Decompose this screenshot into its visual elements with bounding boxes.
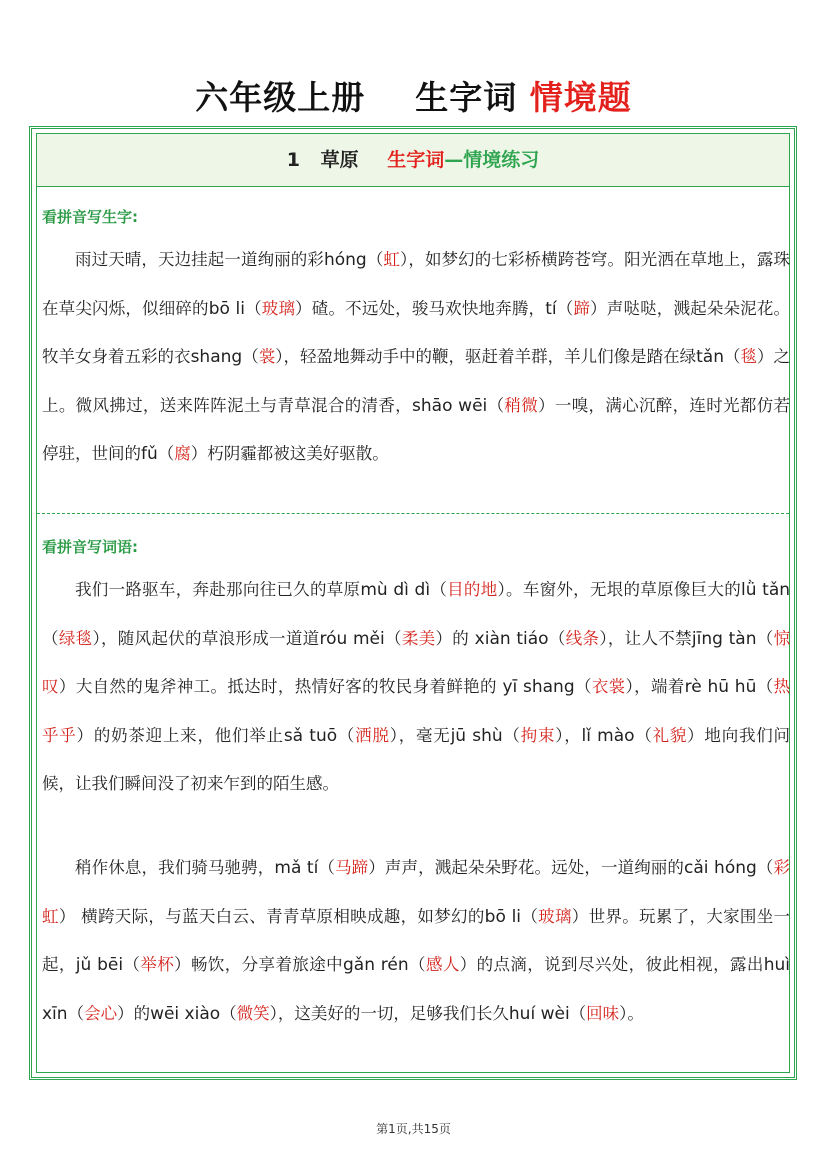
answer-text: 马蹄 [335, 858, 369, 877]
pinyin-prompt: fǔ [141, 444, 158, 464]
answer-text: 虹 [383, 250, 401, 269]
passage-text: （ [366, 250, 384, 269]
answer-text: 热乎乎 [42, 677, 791, 745]
passage-text: （ [548, 628, 566, 648]
passage-text: ）地向我们问候，让我们瞬间没了初来乍到的陌生感。 [42, 725, 791, 793]
title-words: 生字词 [415, 78, 518, 117]
section2-label: 看拼音写词语: [42, 538, 138, 556]
pinyin-prompt: tí [545, 298, 557, 319]
passage-text: ），端着 [625, 677, 685, 696]
answer-text: 绿毯 [58, 628, 93, 648]
passage-text: ）。 [619, 1003, 644, 1023]
passage-text: （ [502, 725, 521, 745]
passage-text: （ [634, 725, 653, 745]
passage-text: （ [157, 444, 175, 463]
lesson-label-green: 情境练习 [463, 149, 540, 171]
passage-text: 稍作休息，我们骑马驰骋， [75, 858, 275, 877]
passage-text: ）世界。玩累了，大家围坐一起， [42, 906, 791, 974]
passage-text: ）碴。不远处，骏马欢快地奔腾， [295, 298, 546, 318]
lesson-label-red: 生字词 [387, 149, 445, 171]
passage-text: （ [318, 858, 336, 877]
lesson-dash: — [444, 149, 464, 171]
pinyin-prompt: yī shang [502, 677, 575, 697]
pinyin-prompt: shang [190, 347, 243, 367]
pinyin-prompt: sǎ tuō [283, 725, 338, 746]
passage-text: ） 横跨天际，与蓝天白云、青青草原相映成趣，如梦幻的 [58, 906, 485, 926]
pinyin-prompt: róu měi [319, 628, 385, 649]
pinyin-prompt: bō li [208, 298, 245, 319]
answer-text: 洒脱 [355, 725, 390, 745]
answer-text: 微笑 [236, 1003, 270, 1023]
passage-text: （ [244, 298, 262, 318]
answer-text: 目的地 [447, 580, 498, 599]
passage-text: （ [123, 955, 141, 974]
answer-text: 柔美 [401, 628, 436, 648]
passage-text: ）大自然的鬼斧神工。抵达时，热情好客的牧民身着鲜艳的 [58, 677, 503, 696]
lesson-name: 草原 [320, 149, 359, 171]
worksheet-frame [29, 126, 797, 1080]
pinyin-prompt: lǜ tǎn [741, 580, 791, 600]
passage-text: ），随风起伏的草浪形成一道道 [92, 628, 320, 648]
passage-text: ）之上。微风拂过，送来阵阵泥土与青草混合的清香， [42, 347, 791, 415]
pinyin-prompt: gǎn rén [343, 955, 409, 975]
passage-text: ），这美好的一切，足够我们长久 [269, 1003, 509, 1023]
answer-text: 衣裳 [591, 677, 626, 696]
passage-text: ）一嗅，满心沉醉，连时光都仿若停驻，世间的 [42, 395, 791, 463]
passage-text: ），如梦幻的七彩桥横跨苍穹。阳光洒在草地上，露珠在草尖闪烁，似细碎的 [42, 250, 791, 318]
pinyin-prompt: jǔ bēi [75, 955, 124, 975]
pinyin-prompt: hóng [323, 250, 367, 270]
passage-text: （ [574, 677, 592, 696]
passage-text: （ [220, 1003, 237, 1023]
answer-text: 稍微 [504, 395, 539, 415]
pinyin-prompt: shāo wēi [412, 395, 488, 416]
passage-text: （ [569, 1003, 587, 1023]
answer-text: 玻璃 [538, 906, 572, 926]
pinyin-prompt: huí wèi [508, 1003, 570, 1024]
title-context: 情境题 [529, 78, 632, 117]
passage-text: （ [408, 955, 426, 974]
passage-text: ）声声，溅起朵朵野花。远处，一道绚丽的 [368, 858, 685, 877]
answer-text: 裳 [258, 347, 276, 366]
passage-text: （ [756, 628, 774, 648]
answer-text: 感人 [425, 955, 460, 974]
passage-text: ），让人不禁 [599, 628, 692, 648]
section-divider [37, 513, 789, 514]
passage-text: 我们一路驱车，奔赴那向往已久的草原 [75, 580, 361, 599]
pinyin-prompt: cǎi hóng [684, 858, 757, 878]
passage-text: （ [521, 906, 539, 926]
answer-text: 腐 [174, 444, 191, 463]
passage-text: （ [756, 858, 774, 877]
passage-text: （ [242, 347, 259, 366]
passage-text: ）畅饮，分享着旅途中 [174, 955, 344, 974]
passage-text: （ [724, 347, 741, 366]
passage-text: ）的 [117, 1003, 151, 1023]
section1-label: 看拼音写生字: [42, 208, 138, 226]
answer-text: 拘束 [520, 725, 556, 745]
pinyin-prompt: mǎ tí [274, 858, 319, 878]
worksheet-inner [36, 133, 790, 1073]
page-footer: 第1页,共15页 [376, 1122, 451, 1136]
section1-paragraph [42, 236, 790, 479]
pinyin-prompt: jū shù [450, 725, 503, 746]
answer-text: 毯 [740, 347, 758, 366]
passage-text: 雨过天晴，天边挂起一道绚丽的彩 [75, 250, 324, 269]
passage-text: ）， [555, 725, 582, 745]
passage-text: ）的点滴，说到尽兴处，彼此相视，露出 [459, 955, 764, 974]
passage-text: ），毫无 [389, 725, 451, 745]
pinyin-prompt: wēi xiào [150, 1003, 221, 1024]
answer-text: 玻璃 [261, 298, 296, 318]
passage-text: （ [756, 677, 774, 696]
passage-text: ）声哒哒，溅起朵朵泥花。牧羊女身着五彩的衣 [42, 298, 790, 366]
section2-paragraph-1 [42, 566, 790, 808]
passage-text: ）。车窗外，无垠的草原像巨大的 [497, 580, 741, 599]
section2-paragraph-2 [42, 844, 790, 1038]
pinyin-prompt: lǐ mào [581, 725, 635, 746]
passage-text: ）的奶茶迎上来，他们举止 [76, 725, 284, 745]
passage-text: （ [384, 628, 402, 648]
answer-text: 礼貌 [652, 725, 688, 745]
answer-text: 蹄 [573, 298, 591, 318]
pinyin-prompt: huì xīn [42, 955, 791, 1024]
passage-text: （ [67, 1003, 85, 1023]
pinyin-prompt: jīng tàn [691, 628, 757, 649]
answer-text: 惊叹 [42, 628, 791, 696]
pinyin-prompt: tǎn [696, 347, 724, 367]
answer-text: 线条 [565, 628, 600, 648]
pinyin-prompt: rè hū hū [684, 677, 757, 697]
passage-text: （ [430, 580, 448, 599]
lesson-number: 1 [286, 149, 300, 171]
answer-text: 回味 [586, 1003, 620, 1023]
pinyin-prompt: bō li [484, 906, 522, 927]
passage-text: ）的 [435, 628, 475, 648]
answer-text: 举杯 [140, 955, 175, 974]
passage-text: （ [337, 725, 356, 745]
pinyin-prompt: mù dì dì [360, 580, 431, 600]
passage-text: （ [487, 395, 505, 415]
title-grade: 六年级上册 [195, 78, 366, 117]
answer-text: 会心 [84, 1003, 118, 1023]
lesson-header [37, 134, 789, 187]
passage-text: ），轻盈地舞动手中的鞭，驱赶着羊群，羊儿们像是踏在绿 [275, 347, 697, 366]
passage-text: （ [42, 628, 59, 648]
passage-text: （ [556, 298, 574, 318]
page-title [0, 72, 827, 119]
pinyin-prompt: xiàn tiáo [474, 628, 549, 649]
answer-text: 彩虹 [42, 858, 791, 926]
passage-text: ）朽阴霾都被这美好驱散。 [190, 444, 389, 463]
